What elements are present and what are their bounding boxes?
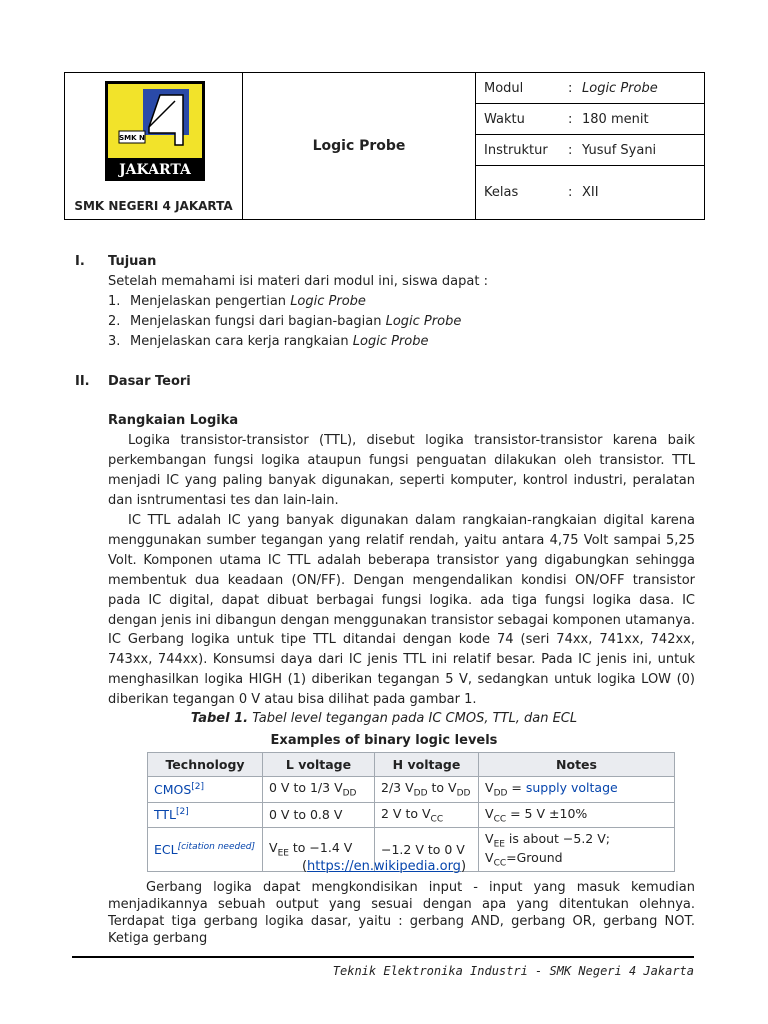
info-row-kelas (476, 166, 704, 219)
cell-text: 2/3 V (381, 780, 414, 795)
tech-link[interactable]: ECL (154, 842, 178, 858)
l-voltage-cell (263, 777, 375, 803)
list-text: Menjelaskan fungsi dari bagian-bagian (130, 314, 386, 329)
list-item (108, 294, 366, 309)
list-number: 2. (108, 314, 121, 329)
column-header: Technology (148, 753, 263, 777)
h-voltage-cell (375, 802, 479, 828)
table-row (148, 802, 675, 828)
paragraph: Gerbang logika dapat mengkondisikan input - input yang masuk kemudian menjadikannya sebuah output yang sesuai dengan apa yang ditentukan olehnya. Terdapat tiga gerbang logika dasar, yaitu : gerbang AND, gerbang OR, gerbang NOT. Ketiga gerbang (108, 880, 695, 946)
cell-text: 2 V to V (381, 805, 431, 821)
h-voltage-cell: −1.2 V to 0 V (375, 828, 479, 872)
cell-text: V (269, 840, 278, 856)
info-value: Logic Probe (582, 80, 658, 96)
subscript: EE (277, 848, 289, 859)
info-row-waktu (476, 104, 704, 135)
list-emphasis: Logic Probe (352, 334, 429, 349)
list-emphasis: Logic Probe (385, 314, 462, 329)
cell-text: to V (427, 780, 457, 795)
subscript: CC (493, 814, 507, 824)
info-row-instruktur (476, 135, 704, 166)
cell-text: = 5 V ±10% (506, 805, 588, 821)
info-sep: : (568, 185, 573, 200)
info-key: Kelas (484, 185, 519, 200)
section-number: II. (75, 374, 90, 389)
tech-cell (148, 802, 263, 828)
list-item (108, 314, 462, 329)
table-caption (0, 711, 768, 726)
tech-cell (148, 777, 263, 803)
info-sep: : (568, 80, 573, 96)
cell-text: is about −5.2 V; V (485, 831, 610, 865)
section-title: Dasar Teori (108, 374, 191, 389)
subsection-title: Rangkaian Logika (108, 413, 239, 428)
cell-text: V (485, 831, 494, 846)
info-value: XII (582, 185, 599, 200)
ref-link[interactable]: [citation needed] (177, 841, 255, 852)
source-citation: (https://en.wikipedia.org) (301, 859, 467, 874)
cell-text: V (485, 780, 494, 795)
section-title: Tujuan (108, 254, 157, 269)
table-title: Examples of binary logic levels (270, 733, 498, 748)
column-header: Notes (479, 753, 675, 777)
paragraph: IC TTL adalah IC yang banyak digunakan dalam rangkaian-rangkaian digital karena menggunakan sumber tegangan yang relatif rendah, yaitu antara 4,75 Volt sampai 5,25 Volt. Komponen utama IC TTL adalah beberapa transistor yang digabungkan sehingga membentuk dua keadaan (ON/FF). Dengan mengendalikan kondisi ON/OFF transistor pada IC digital, dapat dibuat berbagai fungsi logika. ada tiga fungsi logika dasa. IC dengan jenis ini dibangun dengan menggunakan transistor sebagai komponen utamanya. IC Gerbang logika untuk tipe TTL ditandai dengan kode 74 (seri 74xx, 741xx, 742xx, 743xx, 744xx). Konsumsi daya dari IC jenis TTL ini relatif besar. Pada IC jenis ini, untuk menghasilkan logika HIGH (1) diberikan tegangan 5 V, sedangkan untuk logika LOW (0) diberikan tegangan 0 V atau bisa dilihat pada gambar 1. (108, 513, 695, 708)
column-header: H voltage (375, 753, 479, 777)
l-voltage-cell: 0 V to 0.8 V (263, 802, 375, 828)
info-key: Modul (484, 80, 524, 96)
logo-bottom-text: JAKARTA (119, 162, 191, 178)
logo-top-text: SMK N (119, 134, 145, 142)
notes-cell (479, 777, 675, 803)
supply-voltage-link[interactable]: supply voltage (525, 780, 618, 795)
module-info (476, 73, 704, 219)
cell-text: V (485, 805, 494, 821)
list-text: Menjelaskan pengertian (130, 294, 291, 309)
school-name: SMK NEGERI 4 JAKARTA (74, 199, 233, 213)
subscript: DD (493, 788, 508, 799)
ref-link[interactable]: [2] (191, 781, 205, 792)
subscript: CC (493, 858, 507, 868)
paragraph: Logika transistor-transistor (TTL), disebut logika transistor-transistor karena baik perkembangan fungsi logika ataupun fungsi penguatan dilakukan oleh transistor. TTL menjadi IC yang paling banyak digunakan, seperti komputer, kontrol industri, peralatan dan isntrumentasi tes dan lain-lain. (108, 433, 695, 508)
tech-link[interactable]: CMOS (154, 781, 192, 797)
module-header-table (64, 72, 705, 220)
ref-link[interactable]: [2] (176, 807, 189, 818)
cell-text: =Ground (506, 849, 563, 865)
list-text: Menjelaskan cara kerja rangkaian (130, 334, 353, 349)
info-sep: : (568, 142, 573, 158)
caption-label: Tabel 1. (190, 711, 249, 726)
source-link[interactable]: https://en.wikipedia.org (307, 859, 461, 874)
info-value: Yusuf Syani (582, 142, 657, 158)
subscript: CC (430, 814, 444, 824)
footer-text: Teknik Elektronika Industri - SMK Negeri 4 Jakarta (332, 964, 694, 978)
table-header-row (148, 753, 675, 777)
info-key: Waktu (484, 111, 525, 127)
h-voltage-cell (375, 777, 479, 803)
section-number: I. (75, 254, 85, 269)
list-number: 1. (108, 294, 121, 309)
school-logo (105, 81, 205, 181)
info-value: 180 menit (582, 111, 649, 127)
info-sep: : (568, 111, 573, 127)
list-emphasis: Logic Probe (290, 294, 366, 309)
subscript: DD (342, 788, 357, 799)
cell-text: 0 V to 1/3 V (269, 780, 343, 795)
caption-text: Tabel level tegangan pada IC CMOS, TTL, dan ECL (248, 711, 578, 726)
column-header: L voltage (263, 753, 375, 777)
cell-text: to −1.4 V (288, 840, 353, 856)
subscript: DD (456, 788, 471, 799)
tech-link[interactable]: TTL (154, 807, 177, 823)
cell-text: = (507, 780, 526, 795)
info-key: Instruktur (484, 142, 548, 158)
logo-cell (65, 73, 243, 219)
subscript: DD (413, 788, 428, 799)
list-number: 3. (108, 334, 121, 349)
logic-levels-table (147, 752, 675, 872)
subscript: EE (493, 839, 505, 850)
list-item (108, 334, 429, 349)
footer-divider (72, 956, 694, 958)
notes-cell (479, 802, 675, 828)
info-row-modul (476, 73, 704, 104)
section-intro: Setelah memahami isi materi dari modul ini, siswa dapat : (108, 274, 488, 289)
module-title: Logic Probe (243, 73, 476, 219)
table-row (148, 777, 675, 803)
